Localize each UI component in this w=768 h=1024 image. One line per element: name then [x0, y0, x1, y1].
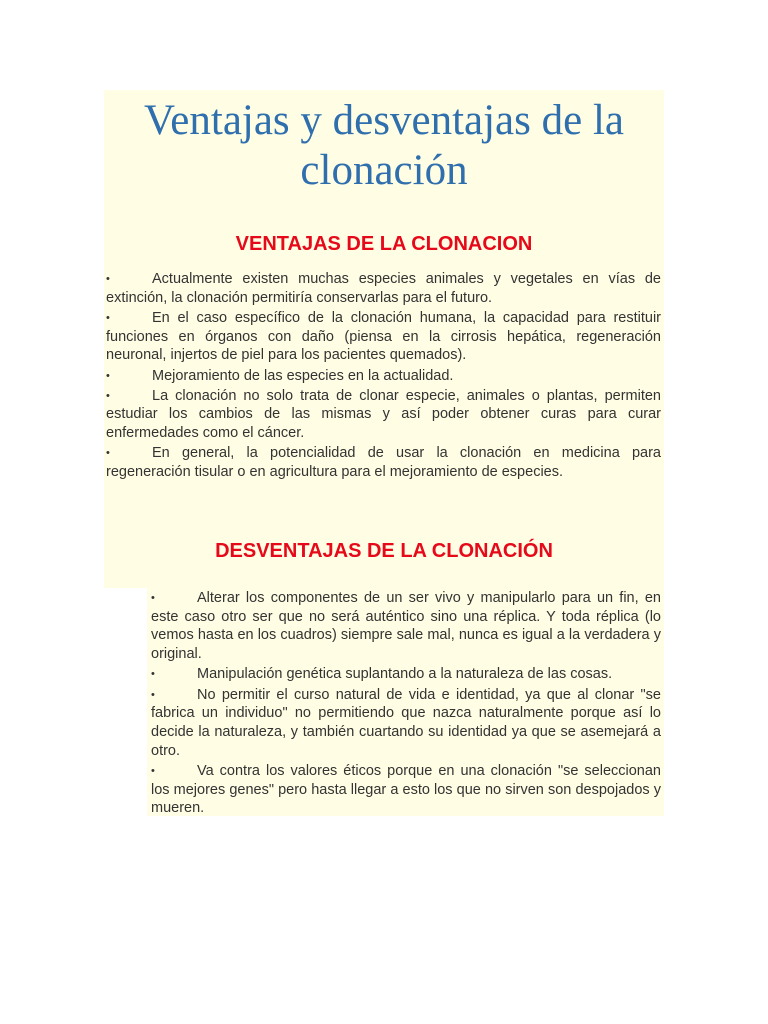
list-item	[151, 762, 661, 818]
list-item	[106, 367, 661, 386]
list-item	[106, 444, 661, 481]
list-item-text: No permitir el curso natural de vida e identidad, ya que al clonar "se fabrica un individuo" no permitiendo que nazca naturalmente porque así lo decide la naturaleza, y también cuartando su identidad ya que se asemejará a otro.	[151, 686, 661, 759]
bullet-icon: •	[106, 273, 110, 285]
desventajas-heading: DESVENTAJAS DE LA CLONACIÓN	[215, 540, 553, 562]
list-item	[106, 309, 661, 365]
list-item-text: Va contra los valores éticos porque en una clonación "se seleccionan los mejores genes" pero hasta llegar a esto los que no sirven son despojados y mueren.	[151, 762, 661, 817]
bullet-icon: •	[106, 311, 110, 324]
list-item	[151, 686, 661, 761]
list-item	[151, 589, 661, 664]
list-item-text: En general, la potencialidad de usar la clonación en medicina para regeneración tisular o en agricultura para el mejoramiento de especies.	[106, 445, 661, 481]
list-item	[106, 270, 661, 307]
bullet-icon: •	[151, 592, 155, 604]
ventajas-list	[106, 270, 661, 483]
list-item-text: Mejoramiento de las especies en la actualidad.	[152, 367, 454, 384]
bullet-icon: •	[151, 688, 155, 701]
list-item-text: Alterar los componentes de un ser vivo y manipularlo para un fin, en este caso otro ser que no será auténtico sino una réplica. Y toda réplica (lo vemos hasta en los cuadros) siempre sale mal, nunca es igual a la verdadera y original.	[151, 590, 661, 663]
bullet-icon: •	[106, 389, 110, 402]
list-item-text: Manipulación genética suplantando a la naturaleza de las cosas.	[197, 666, 613, 683]
desventajas-list	[151, 589, 661, 819]
bullet-icon: •	[106, 447, 110, 460]
document-title: Ventajas y desventajas de la clonación	[144, 97, 624, 194]
bullet-icon: •	[151, 764, 155, 777]
list-item	[106, 387, 661, 443]
bullet-icon: •	[151, 668, 155, 681]
list-item-text: Actualmente existen muchas especies animales y vegetales en vías de extinción, la clonación permitiría conservarlas para el futuro.	[106, 271, 661, 306]
list-item	[151, 665, 661, 684]
ventajas-heading: VENTAJAS DE LA CLONACION	[235, 233, 533, 255]
list-item-text: La clonación no solo trata de clonar especie, animales o plantas, permiten estudiar los cambios de las mismas y así poder obtener curas para curar enfermedades como el cáncer.	[106, 387, 661, 442]
bullet-icon: •	[106, 369, 110, 382]
list-item-text: En el caso específico de la clonación humana, la capacidad para restituir funciones en órganos con daño (piensa en la cirrosis hepática, regeneración neuronal, injertos de piel para los pacientes quemados).	[106, 309, 661, 364]
